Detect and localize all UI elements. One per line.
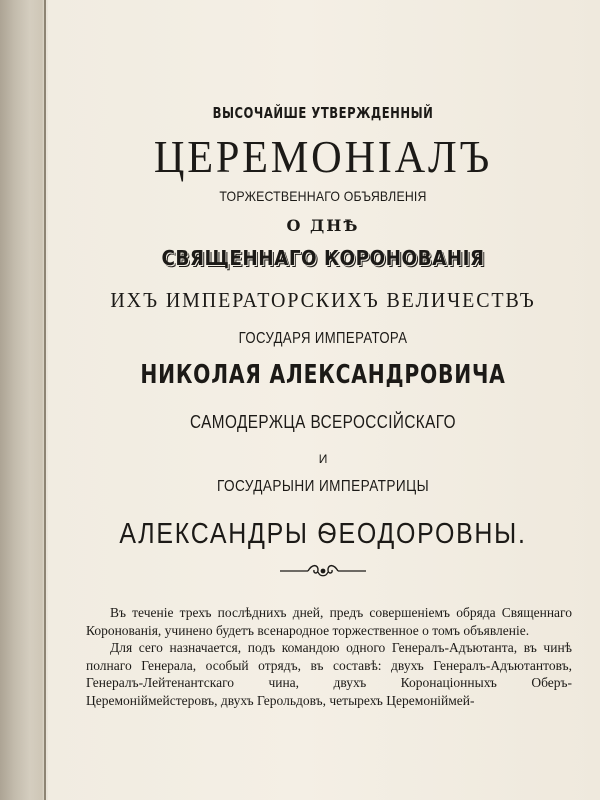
title-line-empress: ГОСУДАРЫНИ ИМПЕРАТРИЦЫ [216,478,430,495]
title-line-coronation: СВЯЩЕННАГО КОРОНОВАНIЯ [161,246,485,270]
paragraph-2: Для сего назначается, подъ командою одного Генералъ-Адъютанта, въ чинѣ полнаго Генерала, особый отрядъ, въ составѣ: двухъ Генералъ-Адъютантовъ, Генералъ-Лейтенантскаго чина, двухъ Коронацiонныхъ Оберъ-Церемонiймейстеровъ, двухъ Герольдовъ, четырехъ Церемонiймей- [86,640,572,708]
paragraph-1: Въ теченiе трехъ послѣднихъ дней, предъ совершенiемъ обряда Священнаго Коронованiя, учинено будетъ всенародное торжественное о томъ объявленiе. [86,605,572,638]
title-line-ceremonial: ЦЕРЕМОНIАЛЪ [153,131,493,182]
title-line-emperor: ГОСУДАРЯ ИМПЕРАТОРА [238,330,408,347]
title-line-majesties: ИХЪ ИМПЕРАТОРСКИХЪ ВЕЛИЧЕСТВЪ [110,288,536,312]
binding-shadow [0,0,48,800]
title-line-nicholas: НИКОЛАЯ АЛЕКСАНДРОВИЧА [140,360,506,390]
document-page [46,0,600,800]
title-line-announcement: ТОРЖЕСТВЕННАГО ОБЪЯВЛЕНIЯ [219,188,427,204]
title-line-about-day: О ДНѢ [286,216,360,235]
title-line-and: И [318,452,328,466]
title-line-autocrat: САМОДЕРЖЦА ВСЕРОССIЙСКАГО [190,412,456,432]
title-line-approved: ВЫСОЧАЙШЕ УТВЕРЖДЕННЫЙ [212,104,434,122]
flourish-ornament-icon [278,562,368,580]
body-text [86,604,572,710]
title-line-alexandra: АЛЕКСАНДРЫ ѲЕОДОРОВНЫ. [119,518,527,550]
